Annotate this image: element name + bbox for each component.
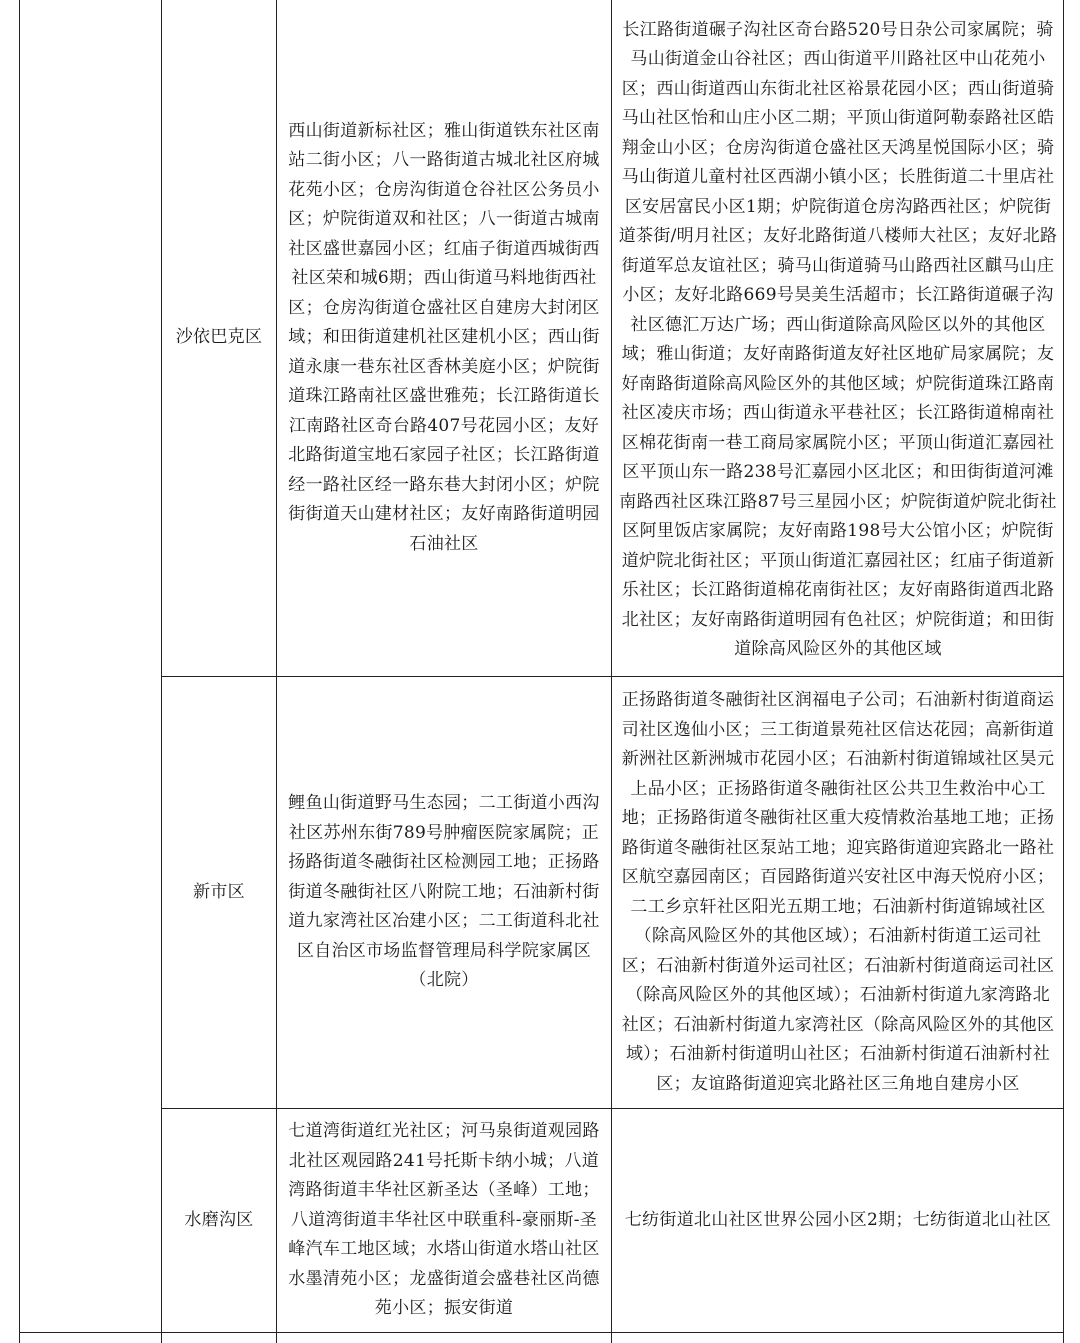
medium-risk-cell	[285, 677, 603, 1108]
table-row	[162, 1109, 276, 1332]
low-risk-areas: 七纺街道北山社区世界公园小区2期；七纺街道北山社区	[624, 1209, 1052, 1230]
low-risk-cell	[618, 1109, 1058, 1332]
low-risk-areas: 长江路街道碾子沟社区奇台路520号日杂公司家属院；骑马山街道金山谷社区；西山街道平川路社区中山花苑小区；西山街道西山东街北社区裕景花园小区；西山街道骑马山社区怡和山庄小区二期；平顶山街道阿勒泰路社区皓翔金山小区；仓房沟街道仓盛社区天鸿星悦国际小区；骑马山街道儿童村社区西湖小镇小区；长胜街道二十里店社区安居富民小区1期；炉院街道仓房沟路西社区；炉院街道茶街/明月社区；友好北路街道八楼师大社区；友好北路街道军总友谊社区；骑马山街道骑马山路西社区麒马山庄小区；友好北路669号昊美生活超市；长江路街道碾子沟社区德汇万达广场；西山街道除高风险区以外的其他区域；雅山街道；友好南路街道友好社区地矿局家属院；友好南路街道除高风险区外的其他区域；炉院街道珠江路南社区凌庆市场；西山街道永平巷社区；长江路街道棉南社区棉花街南一巷工商局家属院小区；平顶山街道汇嘉园社区平顶山东一路238号汇嘉园小区北区；和田街街道河滩南路西社区珠江路87号三星园小区；炉院街道炉院北街社区阿里饭店家属院；友好南路198号大公馆小区；炉院街道炉院北街社区；平顶山街道汇嘉园社区；红庙子街道新乐社区；长江路街道棉花南街社区；友好南路街道西北路北社区；友好南路街道明园有色社区；炉院街道；和田街道除高风险区外的其他区域	[618, 19, 1058, 659]
medium-risk-cell	[285, 1109, 603, 1332]
medium-risk-areas: 西山街道新标社区；雅山街道铁东社区南站二街小区；八一路街道古城北社区府城花苑小区；仓房沟街道仓谷社区公务员小区；炉院街道双和社区；八一街道古城南社区盛世嘉园小区；红庙子街道西城街西社区荣和城6期；西山街道马料地街西社区；仓房沟街道仓盛社区自建房大封闭区域；和田街道建机社区建机小区；西山街道永康一巷东社区香林美庭小区；炉院街道珠江路南社区盛世雅苑；长江路街道长江南路社区奇台路407号花园小区；友好北路街道宝地石家园子社区；长江路街道经一路社区经一路东巷大封闭小区；炉院街街道天山建材社区；友好南路街道明园石油社区	[288, 120, 600, 554]
low-risk-cell	[618, 4, 1058, 676]
table-row	[162, 0, 276, 676]
low-risk-areas: 正扬路街道冬融街社区润福电子公司；石油新村街道商运司社区逸仙小区；三工街道景苑社区信达花园；高新街道新洲社区新洲城市花园小区；石油新村街道锦域社区昊元上品小区；正扬路街道冬融街社区公共卫生救治中心工地；正扬路街道冬融街社区重大疫情救治基地工地；正扬路街道冬融街社区泵站工地；迎宾路街道迎宾路北一路社区航空嘉园南区；百园路街道兴安社区中海天悦府小区；二工乡京轩社区阳光五期工地；石油新村街道锦域社区（除高风险区外的其他区域）；石油新村街道工运司社区；石油新村街道外运司社区；石油新村街道商运司社区（除高风险区外的其他区域）；石油新村街道九家湾路北社区；石油新村街道九家湾社区（除高风险区外的其他区域）；石油新村街道明山社区；石油新村街道石油新村社区；友谊路街道迎宾北路社区三角地自建房小区	[621, 690, 1055, 1094]
table-column-divider	[276, 0, 277, 1343]
medium-risk-areas: 鲤鱼山街道野马生态园；二工街道小西沟社区苏州东街789号肿瘤医院家属院；正扬路街道冬融街社区检测园工地；正扬路街道冬融街社区八附院工地；石油新村街道九家湾社区冶建小区；二工街道科北社区自治区市场监督管理局科学院家属区（北院）	[288, 793, 600, 991]
low-risk-cell	[618, 677, 1058, 1108]
table-border-bottom	[19, 1332, 1064, 1333]
table-border-right	[1063, 0, 1064, 1343]
district-name: 水磨沟区	[184, 1209, 254, 1230]
table-row	[162, 677, 276, 1108]
district-name: 沙依巴克区	[175, 327, 263, 348]
medium-risk-areas: 七道湾街道红光社区；河马泉街道观园路北社区观园路241号托斯卡纳小城；八道湾路街道丰华社区新圣达（圣峰）工地；八道湾街道丰华社区中联重科-豪丽斯-圣峰汽车工地区域；水塔山街道水塔山社区水墨清苑小区；龙盛街道会盛巷社区尚德苑小区；振安街道	[288, 1121, 600, 1319]
table-border-left	[19, 0, 20, 1343]
district-name: 新市区	[193, 881, 245, 902]
medium-risk-cell	[285, 0, 603, 676]
table-column-divider	[611, 0, 612, 1343]
